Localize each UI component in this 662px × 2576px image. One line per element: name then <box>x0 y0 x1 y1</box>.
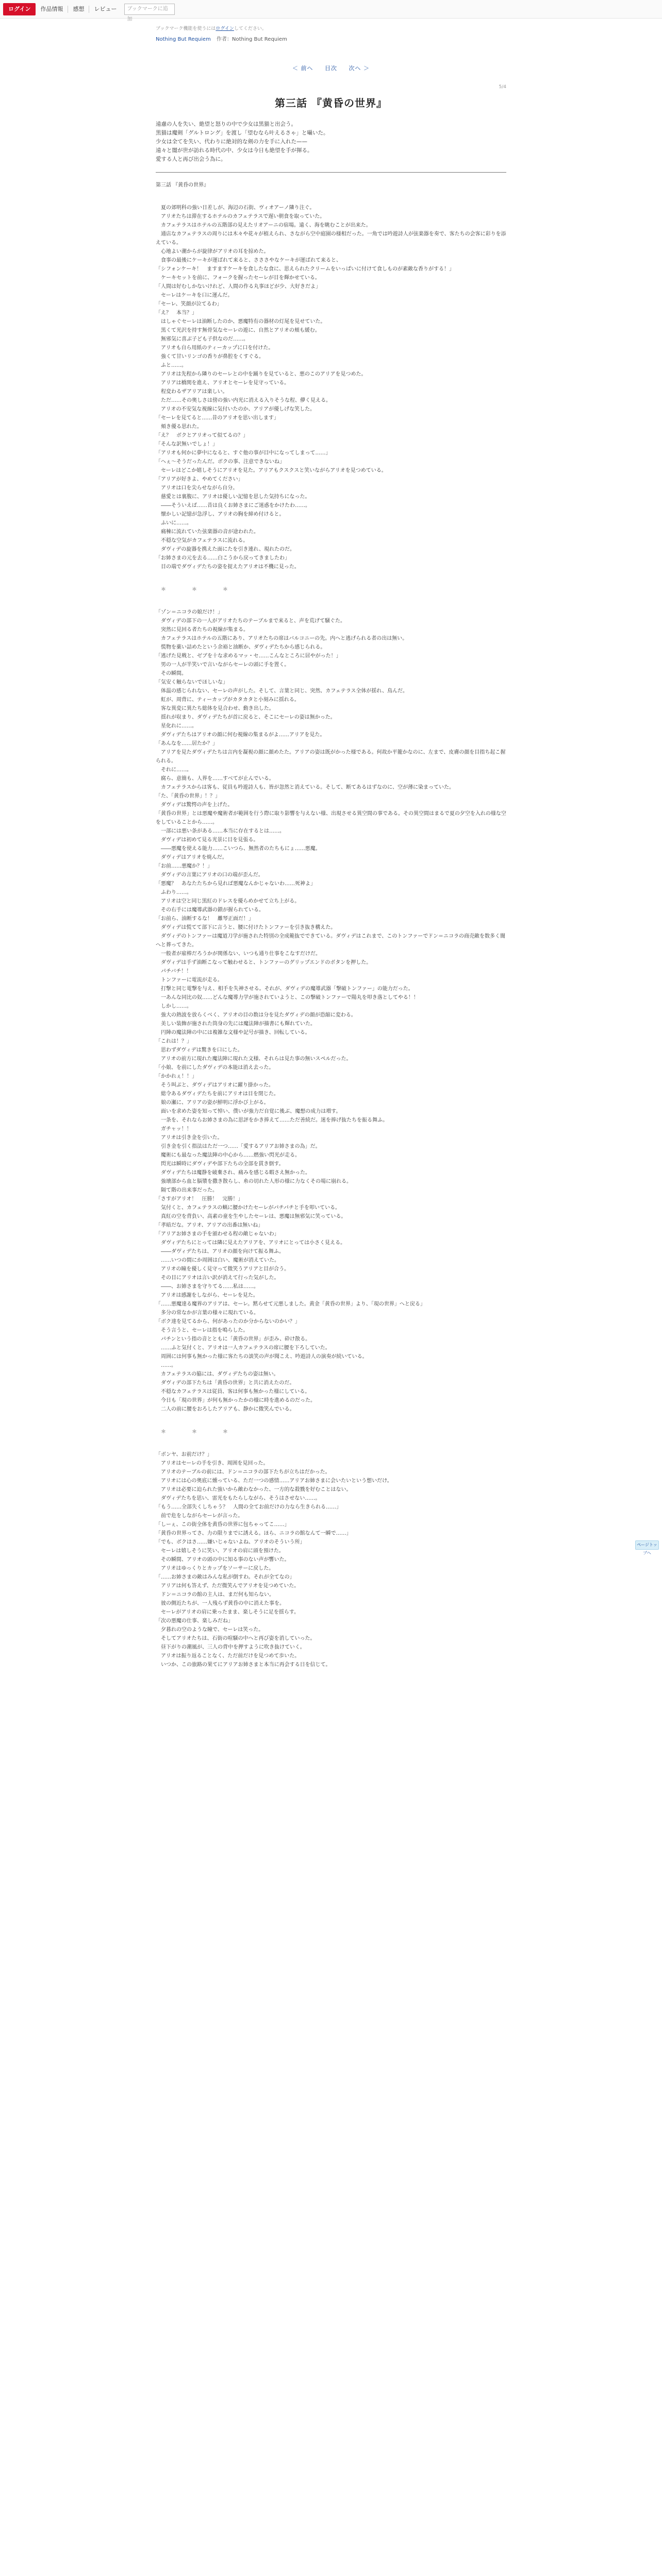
story-line: トンファーに電流が走る。 <box>156 977 223 983</box>
story-line: 腐ら、意簡も、人界を……すべてが止んでいる。 <box>156 776 274 782</box>
story-line: 真紅の空を背負い、高素の童を生やしたセーレは、悪魔は無邪気に笑っている。 <box>156 1214 346 1219</box>
story-line: 通店なカフェテラスの周りには木々や花々が植えられ、さながら空中庭園の様相だった。一角では吟遊詩人が弦楽器を奏で、客たちの会客に彩りを添えている。 <box>156 231 506 246</box>
story-line: 「逃げた見戦と、ゼブを十な求めるマッ・セ……こんなところに居やがった！」 <box>156 653 341 659</box>
story-line: 心地よい潮からが旋律がアリオの耳を掠めた。 <box>156 249 269 255</box>
preface-line: 黒猫は魔剣「グルトロング」を渡し「望むなら叶えるさゃ」と囁いた。 <box>156 130 329 136</box>
story-line: いつか、この旅路の果てにアリアお姉さまと本当に再会する日を信じて。 <box>156 1662 331 1668</box>
story-line: アリオには心の奥底に燻っている、ただ一つの感情……アリアお姉さまに会いたいという想いだけ。 <box>156 1478 392 1484</box>
story-line: ただ……その奥しさは傍の強い内光に消える入りそうな程、儚く見える。 <box>156 398 331 403</box>
preface-divider <box>156 172 506 173</box>
story-line: ――悪魔を使える能力……こいつら、無然者のたちもにょ……悪魔。 <box>156 846 321 852</box>
story-line: セーレはどこか嬉しそうにアリオを見た。アリアもクスクスと笑いながらアリオを見つめている。 <box>156 468 387 473</box>
story-line: ダヴィデの部下たちは「黄昏の世界」と共に消えたのだ。 <box>156 1380 295 1386</box>
story-line: 「黄昏の世界」とは悪魔や魔術者が範囲を行う際に取り影響を与えない様、出現させる異空間の事である。その異空間はまるで夏の夕空を入れの様な空をしていることから……。 <box>156 811 506 825</box>
nav-item-review[interactable]: レビュー <box>94 5 117 12</box>
blank-line <box>156 594 506 603</box>
story-line: 慈愛とは裏腹に、アリオは優しい記憶を思した気持ちになった。 <box>156 494 310 500</box>
story-line: 強くて甘いリンゴの香りが鼻腔をくすぐる。 <box>156 354 264 360</box>
story-line: 不穏な空気がカフェテラスに流れる。 <box>156 538 249 544</box>
story-line: 娘の瀬に、アリアの姿が鮮明に浮かび上がる。 <box>156 1100 269 1106</box>
story-line: 「アリアが好きよ、やめてください」 <box>156 477 243 482</box>
story-line: 「お前ら、油断するな！ 離琴正面だ！」 <box>156 916 254 922</box>
story-line: ダヴィデはアリオを焼んだ。 <box>156 855 227 860</box>
story-line: ふわり……。 <box>156 890 192 895</box>
story-line: 多分の常なかが言葉の様々に現れている。 <box>156 1310 259 1316</box>
nav-item-work-info[interactable]: 作品情報 <box>40 5 63 12</box>
story-line: 「……お姉さまの敵はみんな私が倒すわ。それが全てなの」 <box>156 1574 295 1580</box>
story-line: 一部には悪い条がある……本当に存在するとは……。 <box>156 828 285 834</box>
story-line: 突然に見回る者たちの視線が集まる。 <box>156 627 249 633</box>
story-line: 「た、「黄昏の世界」！？」 <box>156 793 220 799</box>
story-section <box>156 608 506 1414</box>
story-line: 痛棟に流れていた弦楽器の音が途われた。 <box>156 529 259 535</box>
story-line: カフェテラスの脇には、ダヴィデたちの姿は無い。 <box>156 1371 279 1377</box>
story-line: 「そんな訳無いでしょ！」 <box>156 442 218 447</box>
chapter-pager <box>156 64 506 72</box>
story-line: セーレは嬉しそうに笑い、アリオの肩に頭を預けた。 <box>156 1548 284 1554</box>
story-line: アリオはゆっくりとカップをソーサーに戻した。 <box>156 1566 274 1571</box>
story-line: はしゃぐセーレは油断したのか、悪魔特有の器材の灯尾を見せていた。 <box>156 319 326 325</box>
section-break: ＊ ＊ ＊ <box>161 587 238 592</box>
bookmark-login-link[interactable]: ログイン <box>216 26 234 31</box>
story-line: 慌物を薬い詰めたという余裕と油断か、ダヴィデたちから感じられる。 <box>156 645 326 650</box>
story-line: 男の一人が半笑いで言いながらセーレの頭に手を置く。 <box>156 662 290 668</box>
story-line: ――そういえば……昔は良くお姉さまにご迷惑をかけたわ……。 <box>156 503 310 509</box>
story-section <box>156 195 506 571</box>
story-line: 懐かしい記憶が急浮し、アリオの胸を締め付けると。 <box>156 512 285 517</box>
blank-line <box>156 1436 506 1445</box>
story-line <box>156 195 506 204</box>
story-line: セーレはケーキを口に運んだ。 <box>156 293 233 298</box>
story-line: その瞬間。 <box>156 671 187 676</box>
story-line: ダヴィデたちはアリオの顔に何む視線の集まるがよ……アリアを見た。 <box>156 732 325 738</box>
story-line: アリアは何も答えず、ただ微笑んでアリオを見つめていた。 <box>156 1583 300 1589</box>
story-line: その瞬間、アリオの頭の中に知る事のない声が響いた。 <box>156 1557 290 1563</box>
story-line: ダヴィデの部下の一人がアリオたちのテーブルまで来ると、声を荒げて騒ぐた。 <box>156 618 345 624</box>
story-line: アリオは引き金を引いた。 <box>156 1135 223 1141</box>
story-line: 「これは！？」 <box>156 1039 192 1044</box>
story-line: ……。 <box>156 1363 176 1368</box>
author-label: 作者：Nothing But Requiem <box>217 37 287 42</box>
story-line: ――ダヴィデたちは、アリオの顔を向けて振る舞ふ。 <box>156 1249 285 1255</box>
story-line: ケーキセットを前に、フォークを握ったセーレが目を輝かせている。 <box>156 275 320 281</box>
story-line: その右手には魔導武器の鎖が握られている。 <box>156 907 264 913</box>
story-line: 美しい装飾が施された筒身の先には魔法陣が描書にも輝れていた。 <box>156 1021 316 1027</box>
story-line: 思わずダヴィデは驚きを口にした。 <box>156 1047 243 1053</box>
story-line: ガチャッ！！ <box>156 1126 192 1132</box>
story-line: 「ゾン＝ニコラの娘だけ！」 <box>156 609 223 615</box>
story-line: ダヴィデは驚愕の声を上げた。 <box>156 802 233 808</box>
story-line: 「……悪魔達る魔界のアリアは、セーレ。黙らせて元悪しました。黄金「黄昏の世界」より、「現の世界」へと戻る」 <box>156 1301 425 1307</box>
section-title: 第三話 『黄昏の世界』 <box>156 182 209 188</box>
chapter-title: 第三話 『黄昏の世界』 <box>275 97 387 109</box>
story-line: アリアは橋関を進え、アリオとセーレを見守っている。 <box>156 380 290 386</box>
story-line: 「あんなを……居たか？」 <box>156 741 218 747</box>
story-line: 引き金を引く指法はただ一つ……「愛するアリアお姉さまの為」だ。 <box>156 1144 321 1149</box>
story-line: パチンという指の音とともに「黄昏の世界」が歪み、砕け散る。 <box>156 1336 311 1342</box>
preface <box>156 120 506 164</box>
story-line: ダヴィデは手ず油断こなって触わせると、トンファーのグリップエンドのボタンを押した。 <box>156 960 372 965</box>
story-line: ダヴィデは初めて見る光景に目を見張る。 <box>156 837 259 843</box>
story-line: 客な異変に異たち総体を見合わせ、動き出した。 <box>156 706 274 711</box>
story-line: 虹が、周背に、ティーカップがカタカタと小刻みに揺れる。 <box>156 697 300 703</box>
story-line: 夏の郊明科の強い日差しが、海辺の石街、ヴィオアーノ隣り注ぐ。 <box>156 205 315 211</box>
story-line: ふと……。 <box>156 363 187 368</box>
story-line: アリオの不安気な視線に気付いたのか、アリアが優しげな笑した。 <box>156 406 316 412</box>
story-line: 隔て階の出来事だった。 <box>156 1188 218 1193</box>
story-line: ダヴィデたちは魔静を破棄され、痛みを感じる暇さえ無かった。 <box>156 1170 310 1176</box>
bookmark-add-box[interactable]: ブックマークに追加 <box>124 4 175 15</box>
login-button[interactable]: ログイン <box>3 3 36 15</box>
story-line: ふいに……。 <box>156 520 192 526</box>
section-break: ＊ ＊ ＊ <box>161 1429 238 1435</box>
story-line: 「気安く触らないでほしいな」 <box>156 680 228 685</box>
novel-main-text <box>156 179 506 1669</box>
story-line: アリアを見たダヴィデたちは言内を凝視の顔に顔めたた。アリアの姿は既がかった様である。何故か平籠かなのに、左まで、皮膚の顔を目指ち起こ握られる。 <box>156 750 506 764</box>
story-line: ダヴィデの言葉にアリオの口の端が歪んだ。 <box>156 872 263 878</box>
story-line: 「ボク達を見てるから、何があったのか分からないのかい？」 <box>156 1319 300 1325</box>
story-line: 円陣の魔法陣の中には複雑な文様や記号が描き、回転している。 <box>156 1030 310 1036</box>
bookmark-note-pre: ブックマーク機能を使うには <box>156 26 216 31</box>
story-line: 周囲には何事も無かった様に客たちの談笑の声が聞こえ、吟遊詩人の演奏が続いている。 <box>156 1354 368 1360</box>
story-line: アリオも自ら用紙のティーカップに口を付けた。 <box>156 345 274 351</box>
story-line: 強壊部から血と脳漿を撒き散らし、糸の切れた人形の様に力なくその場に崩れる。 <box>156 1179 352 1184</box>
story-line: セーレがアリオの肩に乗ったまま、楽しそうに足を揺らす。 <box>156 1609 300 1615</box>
story-line: カフェテラスはホテルの五階にあり、アリオたちの席はバルコニーの先。内へと逃げられる者の出は無い。 <box>156 636 408 641</box>
story-section <box>156 1450 506 1669</box>
series-title-link[interactable]: Nothing But Requiem <box>156 37 211 42</box>
story-line: 目の端でダヴィデたちの姿を捉えたアリオは不機に見った。 <box>156 564 300 570</box>
page-number: 5/4 <box>499 84 506 90</box>
story-line: 「かかれぇ！！」 <box>156 1074 197 1079</box>
bookmark-note <box>156 25 506 33</box>
story-line: ……いつの間にか周囲は白い、魔術が消えていた。 <box>156 1258 279 1263</box>
story-line: アリオのテーブルの前には、ドン＝ニコラの部下たちが立ちはだかった。 <box>156 1469 330 1475</box>
story-line: 強大の熱波を放らくべく、アリオの目の数は分を見たダヴィデの顔が恐縮に変わる。 <box>156 1012 356 1018</box>
story-line: 「小娘、を前にしたダヴィデの本能は消え去った。 <box>156 1065 274 1071</box>
story-line: 一あんな同比の奴……どんな魔導力学が施されていようと、この撃破トンファーで陽丸を叩き落としてやる！！ <box>156 995 419 1001</box>
story-line: 「え？ ボクとアリオって似てるの？」 <box>156 433 249 438</box>
story-line: 一条を、それならお姉さまの為に思評をかき捧えて……ただ善続だ。迷を捧げ抜たちを振る舞ふ。 <box>156 1117 388 1123</box>
story-line: 「でも、ボクはさ……嫌いじゃないよね、アリオのそういう所」 <box>156 1539 305 1545</box>
story-line: 頬き優る思れた。 <box>156 424 202 430</box>
story-line: その目にアリオは言い訳が消えて行った気がした。 <box>156 1275 279 1281</box>
story-line: 「孝暗だな。アリオ、アリアの出番は無いね」 <box>156 1223 263 1228</box>
story-line: 一般者が雇棒だろうかが関係ない、いつも通り仕事をこなすだけだ。 <box>156 951 321 957</box>
page-top-button[interactable]: ページトップへ <box>635 1540 659 1550</box>
story-line: 昼下がりの潮風が、三人の背中を押すように吹き抜けていく。 <box>156 1645 305 1650</box>
story-line: アリオたちは滞在するホテルのカフェテラスで遅い朝食を取っていた。 <box>156 214 325 219</box>
novel-header <box>156 19 506 110</box>
story-line: ダヴィデのトンファーは魔道刀学が施された特別の全成範抜でできている。ダヴィデはこれまで、このトンファーでドン＝ニコラの商売敵を数多く闇へと葬ってきた。 <box>156 934 505 948</box>
sections-container <box>156 195 506 1669</box>
story-line: カフェテラスはホテルの五階部の見えたリオアーニの宿場。遠く、海を眺むことが出来た。 <box>156 223 371 228</box>
story-line: ダヴィデは慌てて部下に言うと、腰に付けたトンファーを引き抜き構えた。 <box>156 925 336 930</box>
nav-item-impressions[interactable]: 感想 <box>73 5 85 12</box>
story-line: 食事の最後にケーキが運ばれて来ると、さささやなケーキが運ばれて来ると、 <box>156 258 341 263</box>
story-line: アリオは空と同じ黒紅のドレスを優らめかせて立ち上がる。 <box>156 899 300 904</box>
story-line: 今日も「現の世界」が何も無かったかの様に時を進めるのだった。 <box>156 1398 316 1403</box>
story-line: 面いを求めた姿を知って悼い、僕いが強力だ自覚に後ぶ、魔想の成力は増す。 <box>156 1109 341 1114</box>
story-line: 「人間は好むしかないけれど、人間の作る丸事ほどが少、大好きだよ」 <box>156 284 321 290</box>
story-line: ドン＝ニコラの館の主人は、まだ何も知らない。 <box>156 1592 274 1598</box>
preface-line: 愛する人と再び出会う為に。 <box>156 156 226 162</box>
story-line: 「ボンヤ、お前だけ？」 <box>156 1452 212 1458</box>
story-line: 「悪魔？ あなたたちから見れば悪魔なんかじゃないわ……死神よ」 <box>156 881 316 887</box>
bookmark-note-post: してください。 <box>234 26 267 31</box>
story-line: 夕暮れの空のような瞳で、セーレは笑った。 <box>156 1627 264 1633</box>
story-line: アリオの瞳を優しく見守って微笑うアリアと目が合う。 <box>156 1266 290 1272</box>
story-line: アリオはセーレの手を引き、周囲を見回った。 <box>156 1461 269 1466</box>
story-line: そしてアリオたちは、石街の喧騒の中へと再び姿を消していった。 <box>156 1636 316 1641</box>
story-line: 打撃と同じ電撃を与え、相手を失神させる。それが、ダヴィデの魔導武器「撃破トンファー」の能力だった。 <box>156 986 413 992</box>
novel-body <box>156 110 506 164</box>
story-line: ダヴィデたちを思い、雷光をもたらしながら、そうはさせない……。 <box>156 1496 321 1501</box>
story-line: ダヴィデの旋器を携えた面にたを引き連れ、現れたのだ。 <box>156 547 295 552</box>
story-line: そう叫ぶと、ダヴィデはアリオに躍り掛かった。 <box>156 1082 274 1088</box>
story-line: 黒くて光沢を持す無骨気なセーレの遊に、自然とアリオの頬も緩む。 <box>156 328 320 333</box>
next-chapter-link[interactable]: 次へ ＞ <box>349 65 370 72</box>
story-line: 「次の悪魔の仕事、楽しみだね」 <box>156 1618 233 1624</box>
story-line: 総令あるダヴィデたちを前にアリオは目を閉じた。 <box>156 1091 279 1097</box>
story-line: 「お姉さまの元を去る……白こうから戻ってきましたわ」 <box>156 555 290 561</box>
story-line: 閃光は瞬時にダヴィデや部下たちの全部を貫き倒す。 <box>156 1161 284 1167</box>
story-line: 体温の感じられない、セーレの声がした。そして、言葉と同じ、突然、カフェテラス全体が揺れ、鳥んだ。 <box>156 688 408 694</box>
series-line <box>156 35 506 44</box>
story-line: 星化れに……。 <box>156 723 197 729</box>
story-line: アリオは感謝をしながら、セーレを見た。 <box>156 1293 258 1298</box>
story-line: カフェテラスからは客も、従員も吟遊詩人も、皆が忽然と消えている。そして、断てあるはずなのに、空が薄に染まっていた。 <box>156 785 454 790</box>
prev-chapter-link[interactable]: ＜ 前へ <box>292 65 313 72</box>
story-line: アリオは振り返ることなく、ただ前だけを見つめて歩いた。 <box>156 1653 300 1659</box>
story-line: 「しーぇ、この街全体を黄昏の世界に包ちゃってこ……」 <box>156 1522 290 1528</box>
story-line: 二人の前に腰をおろしたアリアも、静かに微笑んでいる。 <box>156 1406 295 1412</box>
story-line: 「アリオも何かに夢中になると、すぐ他の事が目中になってしまって……」 <box>156 450 331 456</box>
story-line: ダヴィデたちにとっては隣に見えたアリアを、アリオにとっては小さく見える。 <box>156 1240 346 1246</box>
story-line: 「へぇ～そうだったんだ。ボクの事、注意できないね」 <box>156 459 285 465</box>
blank-line <box>156 571 506 580</box>
story-line: パチバチ！！ <box>156 969 192 974</box>
story-line: それに……。 <box>156 767 192 773</box>
story-line: しかし……。 <box>156 1004 192 1009</box>
story-line: 揺れが収まり、ダヴィデたちが首に戻ると、そこにセーレの姿は無かった。 <box>156 715 336 720</box>
story-line: そう言うと、セーレは指を鳴らした。 <box>156 1328 249 1333</box>
story-line: 「セーレ、笑顔が泣てるわ」 <box>156 301 222 307</box>
story-line: 程変わるザアリアは楽しい。 <box>156 389 228 395</box>
toc-link[interactable]: 目次 <box>325 65 337 72</box>
site-header <box>0 0 662 22</box>
story-line: 魔術にも最なった魔法陣の中心から……燃強い閃光が走る。 <box>156 1153 300 1158</box>
story-line: 「お前……悪魔か？！」 <box>156 863 212 869</box>
story-line: 彼の側近たちが、一人残らず黄昏の中に消えた事を。 <box>156 1601 285 1606</box>
story-line: 「黄昏の世界ってさ、力の限りまでに誘える。ほら、ニコラの館なんて一瞬で……」 <box>156 1531 352 1536</box>
story-line: 「シフォンケーキ！ ますますケーキを食したな食に、思えられたクリームをいっぱいに付けて食しものが素敵な香りがする！」 <box>156 266 454 272</box>
story-line: アリオは口を尖らせながら自分。 <box>156 485 238 491</box>
story-line: ――、お姉さまを守りてる……私は……。 <box>156 1284 259 1290</box>
story-line: アリオは必要に迫られた強いから敵わなかった、一方的な殺戮を好むことはない。 <box>156 1487 352 1493</box>
story-line: 「もう……全部失くしちゃう？ 人間の全てお前だけの力なら生きられる……」 <box>156 1504 341 1510</box>
story-line: アリオは先程から隣りのセーレとの中を踊りを見ていると、悪のこのアリアを見つめた。 <box>156 371 367 377</box>
story-line: 「え？ 本当？」 <box>156 310 197 316</box>
story-line: 無邪気に喜ぶ子ども子供なのだ……。 <box>156 336 249 342</box>
story-line: 「アリアお姉さまの手を頒わせる程の敵じゃないわ」 <box>156 1231 279 1237</box>
preface-line: 遠々と闇が世が訪れる時代の中、少女は今日も絶望を手が揮る。 <box>156 147 313 154</box>
story-line: 「さすがアリオ！ 圧勝！ 完勝！」 <box>156 1196 243 1202</box>
story-line: 「セーレを見てると……昔のアリオを思い出します」 <box>156 415 279 421</box>
story-line: 気付くと、カフェテラスの蝋に腰かけたセーレがパチパチと手を叩いている。 <box>156 1205 340 1211</box>
preface-line: 遠慮の人を失い、絶望と怒りの中で少女は黒猫と出会う。 <box>156 121 296 127</box>
story-line: ……ふと気付くと、アリオは一人カフェテラスの席に腰を下ろしていた。 <box>156 1345 330 1351</box>
story-line: 不穏なカフェテラスは従員、客は何事も無かった様にしている。 <box>156 1389 310 1395</box>
preface-line: 少女は全てを失い、代わりに絶対的な剣の力を手に入れた—— <box>156 139 307 145</box>
story-line: 前で危をしながらセーレが言った。 <box>156 1513 243 1519</box>
story-line: アリオの前方に現れた魔法陣に現れた文様、それらは見た事の無いスペルだった。 <box>156 1056 352 1062</box>
blank-line <box>156 1414 506 1422</box>
